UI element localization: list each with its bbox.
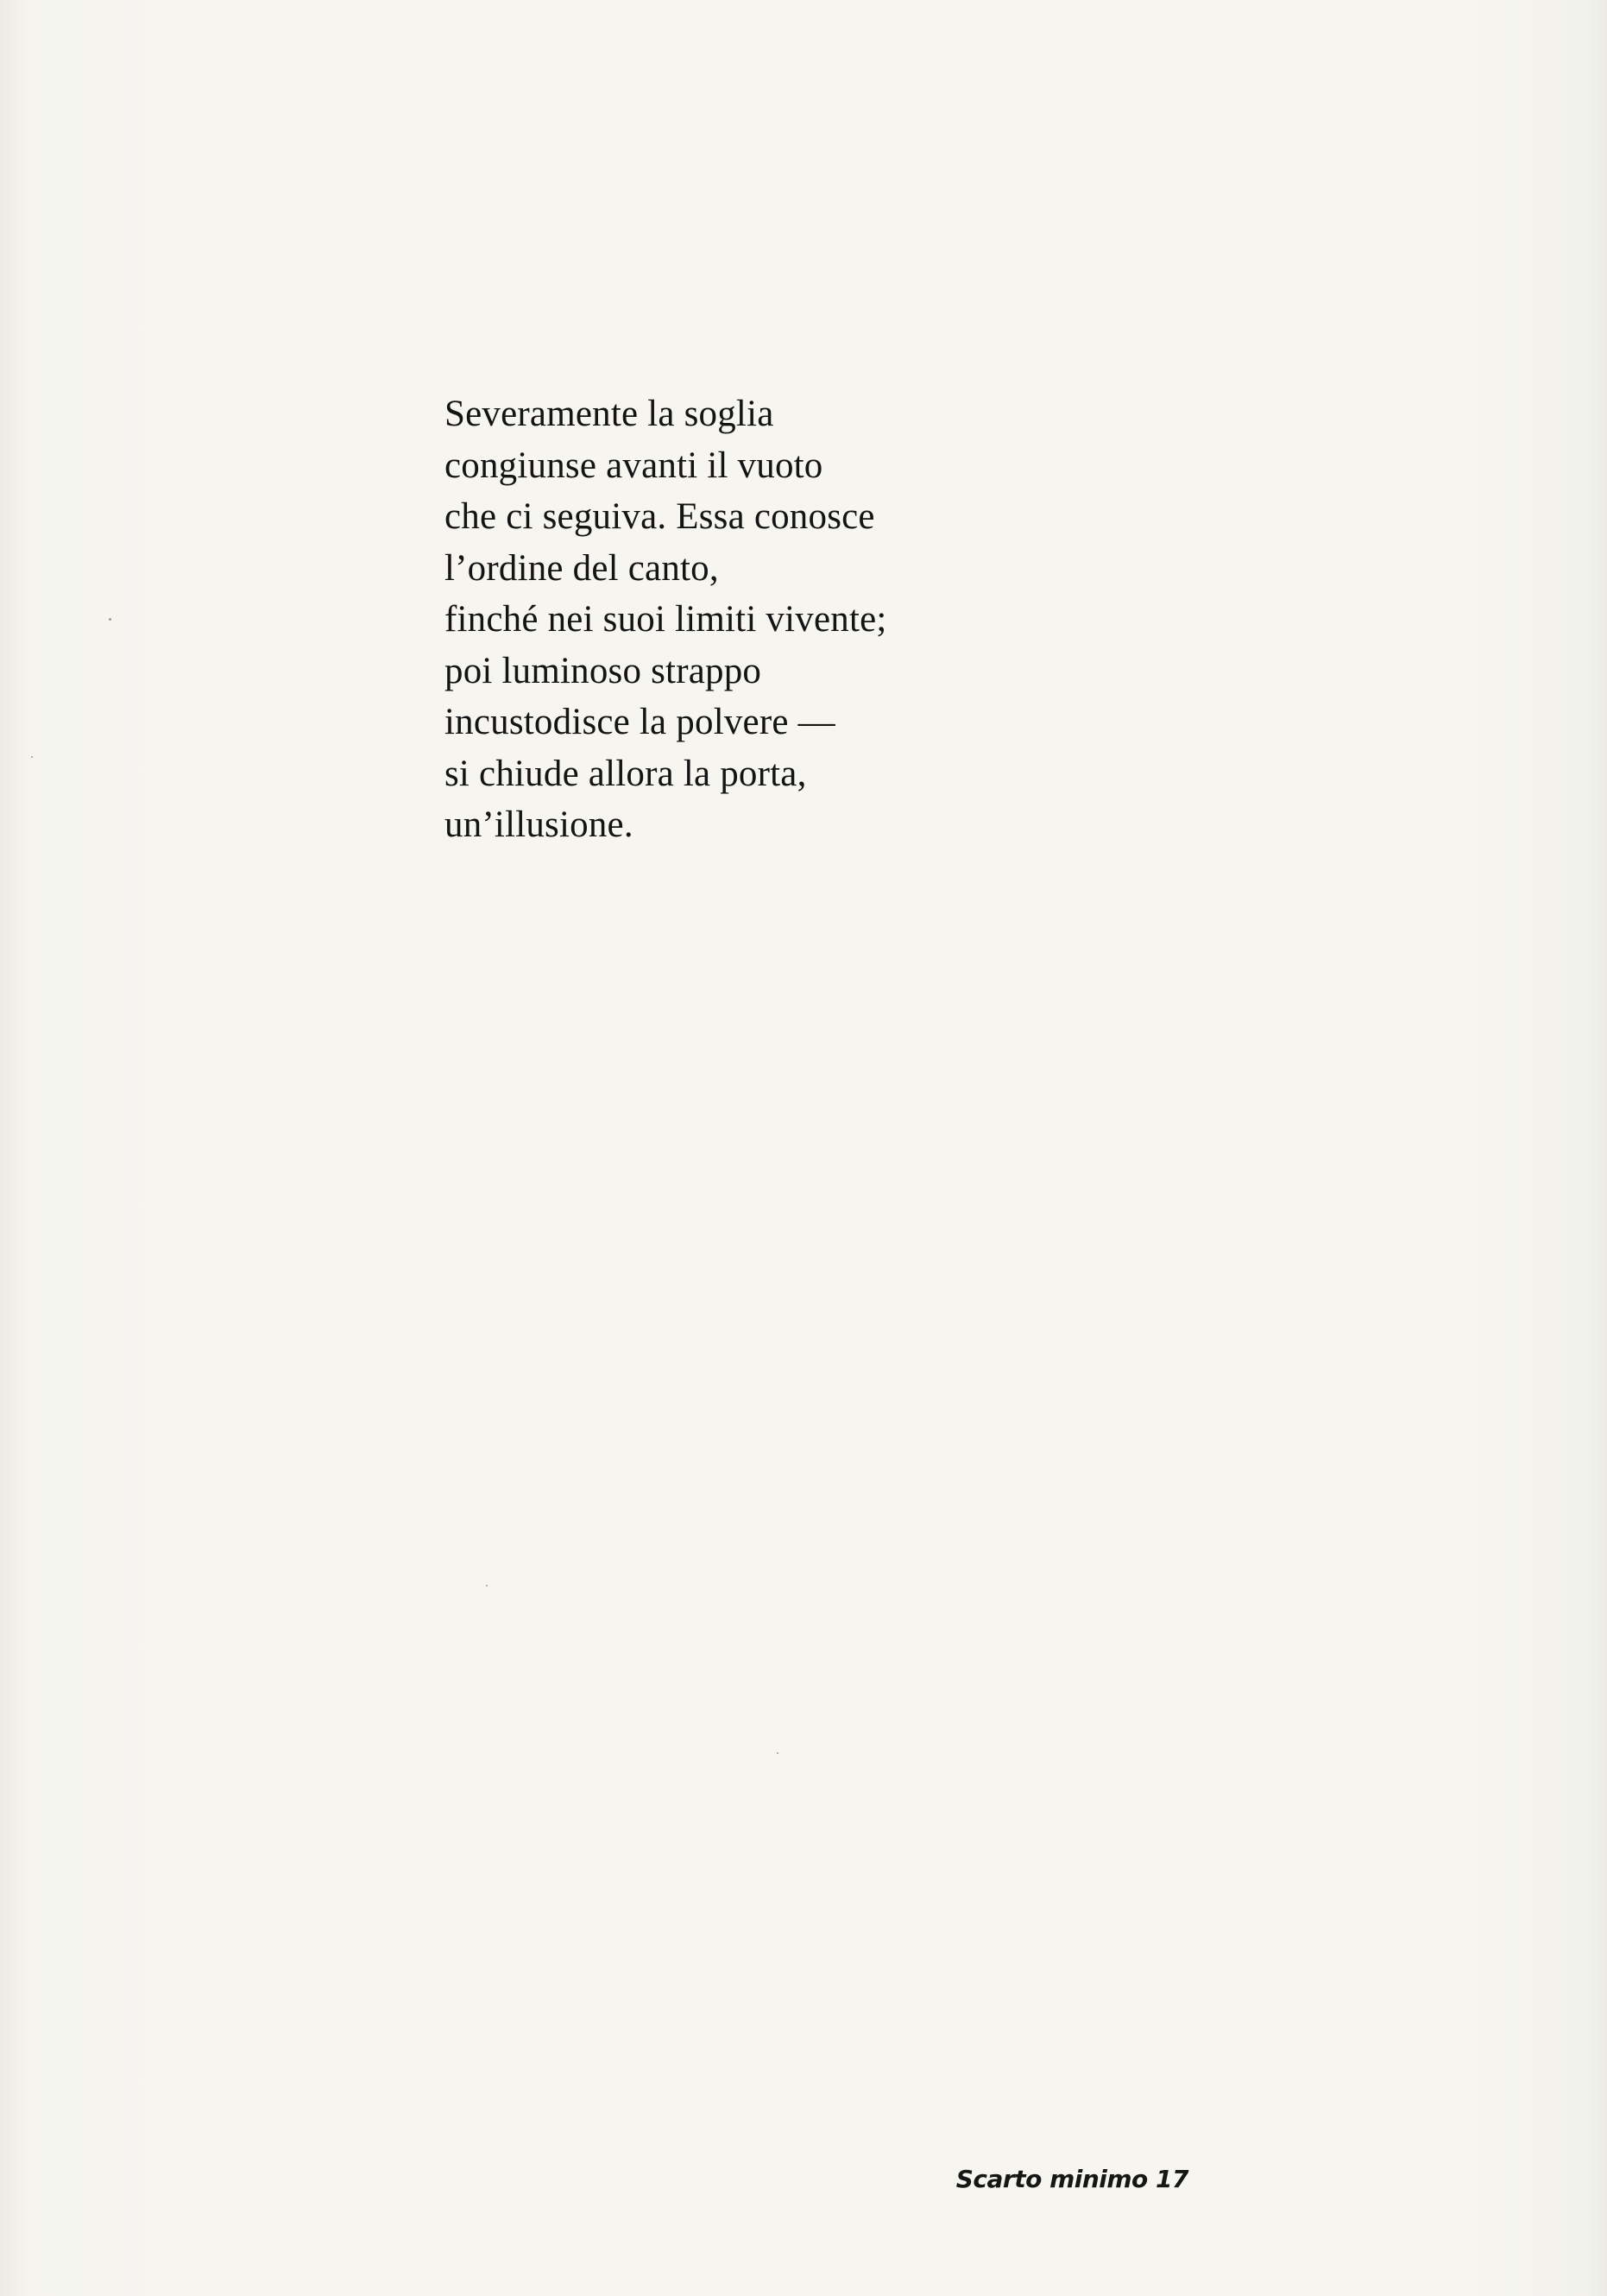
paper-speck [109, 618, 111, 621]
poem-line: che ci seguiva. Essa conosce [444, 496, 875, 537]
poem [444, 388, 1221, 851]
poem-line: finché nei suoi limiti vivente; [444, 599, 887, 640]
poem-line: un’illusione. [444, 804, 633, 845]
poem-line: poi luminoso strappo [444, 650, 762, 691]
poem-line: Severamente la soglia [444, 394, 774, 434]
paper-speck [486, 1585, 488, 1586]
paper-speck [777, 1752, 778, 1754]
poem-line: si chiude allora la porta, [444, 753, 807, 794]
poem-line: congiunse avanti il vuoto [444, 445, 823, 486]
paper-speck [31, 756, 33, 758]
poem-line: l’ordine del canto, [444, 547, 719, 589]
running-footer: Scarto minimo 17 [955, 2165, 1188, 2193]
poem-line: incustodisce la polvere — [444, 702, 835, 742]
